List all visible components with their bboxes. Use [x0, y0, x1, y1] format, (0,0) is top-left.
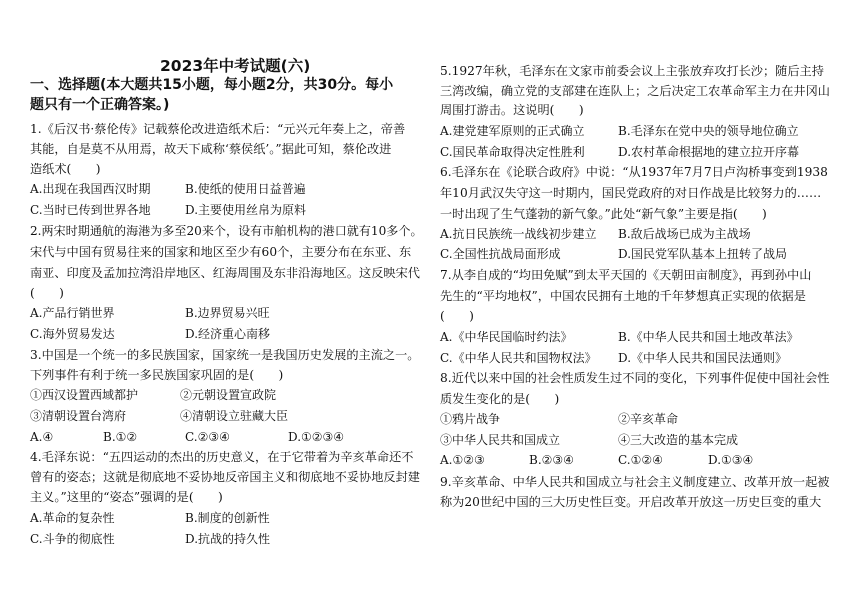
question-text: 下列事件有利于统一多民族国家巩固的是( )	[30, 368, 284, 382]
statement-1: ①西汉设置西域都护	[30, 388, 139, 402]
option-b: B.制度的创新性	[185, 511, 270, 525]
option-a: A.①②③	[440, 453, 485, 467]
question-text: 1.《后汉书·蔡伦传》记载蔡伦改进造纸术后：“元兴元年奏上之，帝善	[30, 122, 406, 136]
option-c: C.①②④	[618, 453, 663, 467]
option-a: A.产品行销世界	[30, 306, 115, 320]
question-text: 曾有的姿态；这就是彻底地不妥协地反帝国主义和彻底地不妥协地反封建	[30, 470, 420, 484]
question-text: 2.两宋时期通航的海港为多至20来个，设有市舶机构的港口就有10多个。	[30, 224, 423, 238]
option-a: A.《中华民国临时约法》	[440, 330, 573, 344]
option-d: D.①②③④	[288, 430, 345, 444]
statement-1: ①鸦片战争	[440, 412, 501, 426]
question-text: 8.近代以来中国的社会性质发生过不同的变化，下列事件促使中国社会性	[440, 371, 830, 385]
statement-3: ③清朝设置台湾府	[30, 409, 127, 423]
option-c: C.全国性抗战局面形成	[440, 247, 561, 261]
option-d: D.农村革命根据地的建立拉开序幕	[618, 145, 800, 159]
option-d: D.《中华人民共和国民法通则》	[618, 351, 788, 365]
statement-2: ②辛亥革命	[618, 412, 679, 426]
question-text: 三湾改编，确立党的支部建在连队上；之后决定工农革命军主力在井冈山	[440, 84, 830, 98]
option-a: A.革命的复杂性	[30, 511, 115, 525]
question-text: 主义。”这里的“姿态”强调的是( )	[30, 490, 223, 504]
statement-2: ②元朝设置宣政院	[180, 388, 277, 402]
option-a: A.抗日民族统一战线初步建立	[440, 227, 597, 241]
option-c: C.国民革命取得决定性胜利	[440, 145, 585, 159]
option-d: D.主要使用丝帛为原料	[185, 203, 307, 217]
option-d: D.经济重心南移	[185, 327, 271, 341]
option-d: D.国民党军队基本上扭转了战局	[618, 247, 788, 261]
option-b: B.毛泽东在党中央的领导地位确立	[618, 124, 799, 138]
option-b: B.②③④	[529, 453, 574, 467]
option-c: C.斗争的彻底性	[30, 532, 115, 546]
option-a: A.建党建军原则的正式确立	[440, 124, 585, 138]
question-text: 其能，自是莫不从用焉，故天下咸称‘蔡侯纸’。”据此可知，蔡伦改进	[30, 142, 392, 156]
option-c: C.②③④	[185, 430, 230, 444]
section-heading-line-1: 一、选择题(本大题共15小题，每小题2分，共30分。每小	[30, 77, 394, 93]
question-text: 宋代与中国有贸易往来的国家和地区至少有60个，主要分布在东亚、东	[30, 245, 412, 259]
option-a: A.④	[30, 430, 54, 444]
question-text: 6.毛泽东在《论联合政府》中说：“从1937年7月7日卢沟桥事变到1938	[440, 165, 828, 179]
option-a: A.出现在我国西汉时期	[30, 182, 151, 196]
question-text: 南亚、印度及孟加拉湾沿岸地区、红海周围及东非沿海地区。这反映宋代	[30, 266, 420, 280]
question-text: 年10月武汉失守这一时期内，国民党政府的对日作战是比较努力的……	[440, 186, 822, 200]
option-b: B.《中华人民共和国土地改革法》	[618, 330, 799, 344]
statement-4: ④三大改造的基本完成	[618, 433, 739, 447]
question-text: 4.毛泽东说：“五四运动的杰出的历史意义，在于它带着为辛亥革命还不	[30, 450, 414, 464]
section-heading-line-2: 题只有一个正确答案。)	[30, 97, 170, 113]
page-title: 2023年中考试题(六)	[160, 57, 311, 75]
option-b: B.边界贸易兴旺	[185, 306, 270, 320]
statement-4: ④清朝设立驻藏大臣	[180, 409, 289, 423]
option-d: D.抗战的持久性	[185, 532, 271, 546]
question-text: 周围打游击。这说明( )	[440, 103, 584, 117]
question-text: 9.辛亥革命、中华人民共和国成立与社会主义制度建立、改革开放一起被	[440, 475, 830, 489]
question-text: 3.中国是一个统一的多民族国家，国家统一是我国历史发展的主流之一。	[30, 348, 420, 362]
question-text: ( )	[30, 286, 64, 300]
option-c: C.海外贸易发达	[30, 327, 115, 341]
question-text: 一时出现了生气蓬勃的新气象。”此处“新气象”主要是指( )	[440, 207, 767, 221]
option-d: D.①③④	[708, 453, 754, 467]
question-text: 称为20世纪中国的三大历史性巨变。开启改革开放这一历史巨变的重大	[440, 495, 822, 509]
question-text: 造纸术( )	[30, 162, 101, 176]
option-b: B.①②	[103, 430, 138, 444]
option-b: B.敌后战场已成为主战场	[618, 227, 751, 241]
statement-3: ③中华人民共和国成立	[440, 433, 561, 447]
question-text: 7.从李自成的“均田免赋”到太平天国的《天朝田亩制度》，再到孙中山	[440, 268, 812, 282]
question-text: 5.1927年秋，毛泽东在文家市前委会议上主张放弃攻打长沙；随后主持	[440, 64, 824, 78]
option-c: C.当时已传到世界各地	[30, 203, 151, 217]
option-c: C.《中华人民共和国物权法》	[440, 351, 597, 365]
option-b: B.使纸的使用日益普遍	[185, 182, 306, 196]
question-text: 先生的“平均地权”，中国农民拥有土地的千年梦想真正实现的依据是	[440, 289, 806, 303]
question-text: 质发生变化的是( )	[440, 392, 560, 406]
question-text: ( )	[440, 309, 474, 323]
